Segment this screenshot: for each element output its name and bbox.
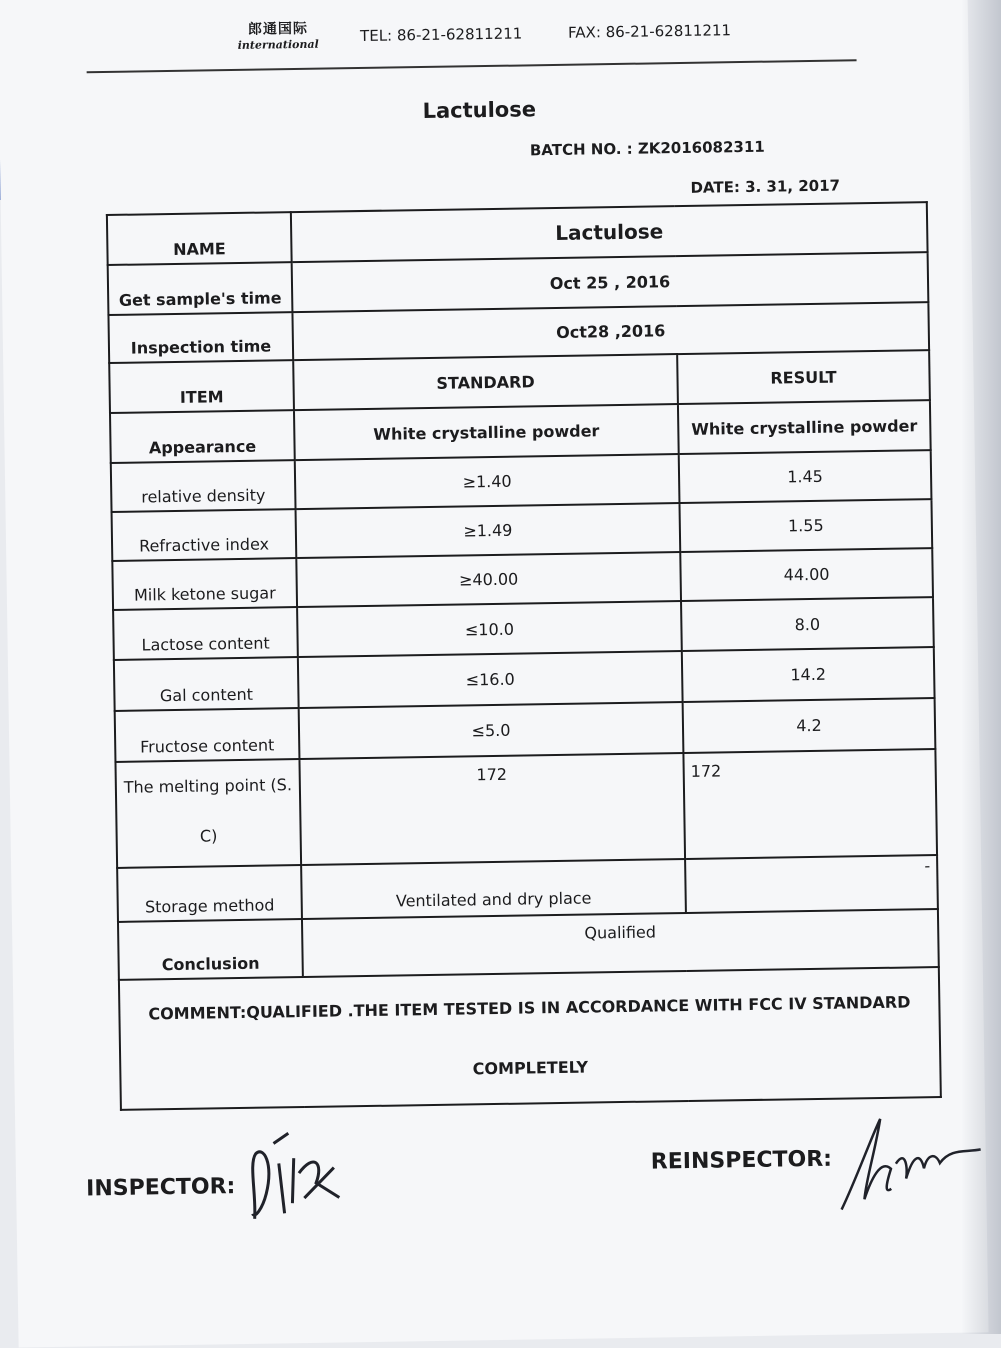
- inspector-signature: [243, 1122, 355, 1234]
- result-cell: 4.2: [683, 698, 936, 753]
- storage-method-standard: Ventilated and dry place: [301, 859, 686, 919]
- standard-cell: ≥1.49: [296, 503, 681, 558]
- comment-row: [119, 967, 941, 1110]
- document-title: Lactulose: [422, 97, 537, 124]
- item-cell: Appearance: [110, 410, 295, 463]
- melting-point-result: 172: [683, 749, 937, 859]
- document-date: DATE: 3. 31, 2017: [690, 176, 841, 197]
- storage-method-result: -: [685, 855, 938, 913]
- fax-number: FAX: 86-21-62811211: [567, 21, 732, 42]
- header-divider: [87, 59, 857, 73]
- conclusion-label: Conclusion: [118, 919, 303, 980]
- item-cell: Lactose content: [113, 607, 298, 660]
- result-cell: 1.45: [679, 450, 932, 503]
- letterhead: [228, 10, 789, 59]
- comment-line-2: COMPLETELY: [472, 1057, 589, 1079]
- conclusion-value: Qualified: [302, 909, 939, 977]
- inspection-time-value: Oct28 ,2016: [292, 302, 929, 360]
- standard-cell: ≥1.40: [295, 454, 680, 509]
- telephone-number: TEL: 86-21-62811211: [359, 24, 523, 46]
- melting-point-standard: 172: [299, 753, 685, 865]
- item-cell: Refractive index: [112, 509, 297, 561]
- inspector-label: INSPECTOR:: [85, 1174, 236, 1202]
- standard-header: STANDARD: [293, 354, 678, 410]
- name-value: Lactulose: [291, 202, 928, 262]
- result-cell: 8.0: [681, 597, 934, 651]
- item-cell: relative density: [111, 460, 296, 512]
- comment-line-1: COMMENT:QUALIFIED .THE ITEM TESTED IS IN ACCORDANCE WITH FCC IV STANDARD: [148, 992, 911, 1024]
- standard-cell: ≥40.00: [296, 552, 681, 607]
- standard-cell: ≤10.0: [297, 601, 682, 657]
- melting-point-label-line1: The melting point (S.: [123, 775, 293, 797]
- item-header: ITEM: [109, 360, 294, 413]
- melting-point-label: [115, 759, 301, 868]
- signature-area: [76, 1132, 998, 1266]
- item-cell: Gal content: [114, 657, 299, 711]
- reinspector-label: REINSPECTOR:: [650, 1146, 833, 1175]
- storage-method-label: Storage method: [117, 865, 302, 922]
- logo-chinese-text: 郎通国际: [247, 20, 309, 38]
- logo-english-text: international: [237, 37, 319, 52]
- result-cell: White crystalline powder: [678, 400, 931, 454]
- company-logo: [228, 18, 329, 53]
- name-label: NAME: [107, 212, 292, 265]
- sample-time-value: Oct 25 , 2016: [292, 252, 929, 312]
- inspection-time-label: Inspection time: [108, 312, 293, 363]
- item-cell: Milk ketone sugar: [112, 558, 297, 610]
- standard-cell: White crystalline powder: [294, 404, 679, 460]
- standard-cell: ≤5.0: [299, 702, 684, 759]
- table-row: [115, 749, 937, 868]
- paper-edge-shadow: [961, 0, 1001, 1334]
- result-cell: 14.2: [682, 647, 935, 702]
- result-cell: 44.00: [680, 548, 933, 601]
- melting-point-label-line2: C): [199, 826, 218, 846]
- comment-cell: [119, 967, 941, 1110]
- sample-time-label: Get sample's time: [108, 262, 293, 315]
- result-cell: 1.55: [679, 499, 932, 552]
- inspection-table: [106, 201, 942, 1111]
- standard-cell: ≤16.0: [298, 651, 683, 708]
- result-header: RESULT: [677, 350, 930, 404]
- batch-number: BATCH NO. : ZK2016082311: [529, 137, 765, 160]
- item-cell: Fructose content: [115, 708, 300, 762]
